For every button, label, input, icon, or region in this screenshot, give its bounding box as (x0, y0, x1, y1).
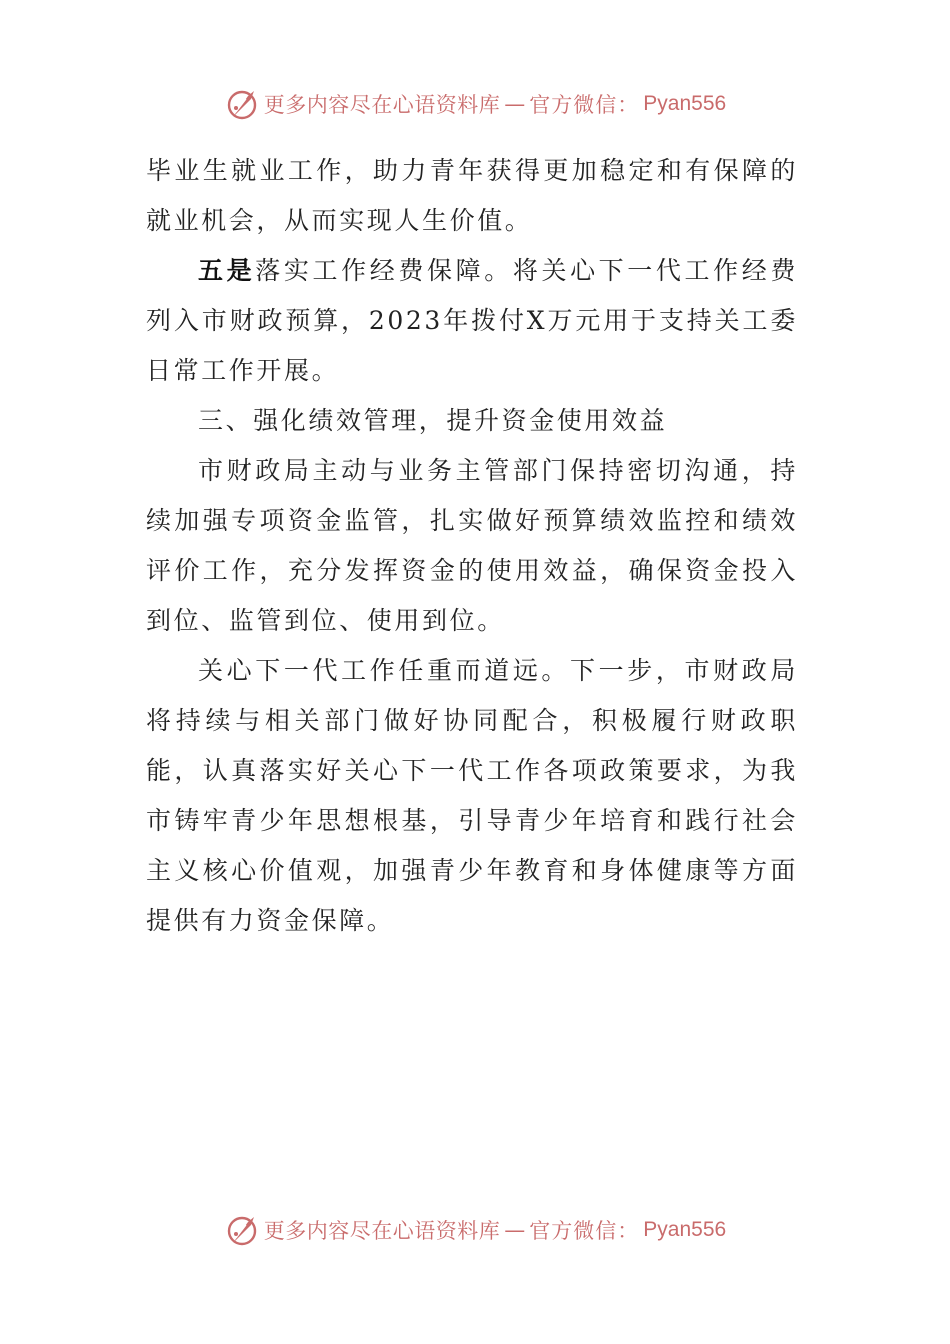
banner-separator: — (504, 1218, 526, 1242)
banner-wechat-label: 官方微信： (529, 93, 640, 117)
header-watermark-banner (0, 82, 950, 126)
body-content (146, 146, 798, 946)
quill-pen-circle-icon (224, 86, 260, 122)
paragraph-text: 市财政局主动与业务主管部门保持密切沟通，持续加强专项资金监管，扎实做好预算绩效监控和绩效评价工作，充分发挥资金的使用效益，确保资金投入到位、监管到位、使用到位。 (146, 456, 798, 635)
paragraph-lead: 五是 (198, 256, 256, 285)
paragraph-conclusion (146, 646, 798, 946)
banner-separator: — (504, 92, 526, 116)
section-heading-performance (146, 396, 798, 446)
section-heading-text: 三、强化绩效管理，提升资金使用效益 (198, 406, 668, 435)
banner-wechat-id: Pyan556 (643, 92, 727, 115)
paragraph-text: 毕业生就业工作，助力青年获得更加稳定和有保障的就业机会，从而实现人生价值。 (146, 156, 798, 235)
paragraph-funding-guarantee (146, 246, 798, 396)
paragraph-supervision (146, 446, 798, 646)
banner-text: 更多内容尽在心语资料库 (263, 1219, 501, 1243)
quill-pen-circle-icon (224, 1212, 260, 1248)
paragraph-text: 落实工作经费保障。将关心下一代工作经费列入市财政预算，2023年拨付X万元用于支持关工委日常工作开展。 (146, 256, 799, 385)
paragraph-text: 关心下一代工作任重而道远。下一步，市财政局将持续与相关部门做好协同配合，积极履行财政职能，认真落实好关心下一代工作各项政策要求，为我市铸牢青少年思想根基，引导青少年培育和践行社会主义核心价值观，加强青少年教育和身体健康等方面提供有力资金保障。 (146, 656, 798, 935)
banner-wechat-label: 官方微信： (529, 1219, 640, 1243)
banner-wechat-id: Pyan556 (643, 1218, 727, 1241)
paragraph-employment-continued (146, 146, 798, 246)
footer-watermark-banner (0, 1208, 950, 1252)
banner-text: 更多内容尽在心语资料库 (263, 93, 501, 117)
